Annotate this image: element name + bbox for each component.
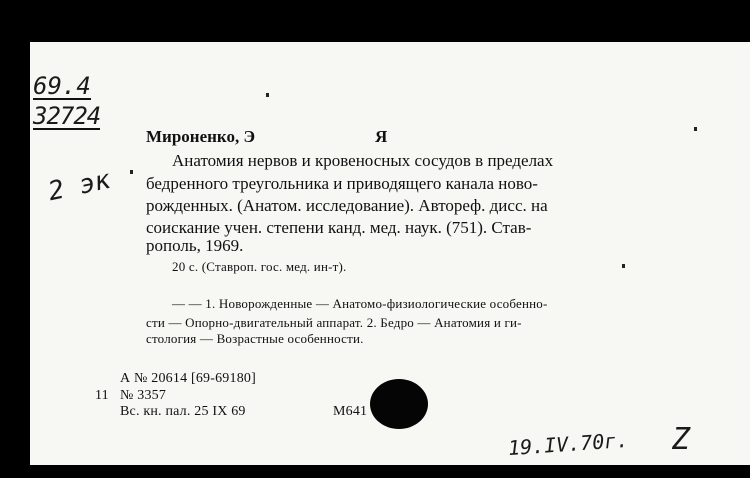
handwritten-date: 19.IV.70г. xyxy=(507,427,630,461)
body-line: бедренного треугольника и приводящего канала ново- xyxy=(146,174,538,193)
speck xyxy=(622,264,625,268)
record-index: 11 xyxy=(95,388,109,403)
subjects-line: сти — Опорно-двигательный аппарат. 2. Бедро — Анатомия и ги- xyxy=(146,315,522,330)
pages-line: 20 с. (Ставроп. гос. мед. ин-т). xyxy=(172,259,347,274)
speck xyxy=(266,93,269,97)
body-line: рополь, 1969. xyxy=(146,236,244,255)
record-accession: А № 20614 [69-69180] xyxy=(120,371,256,386)
handwritten-initial: Z xyxy=(672,422,691,457)
body-line: соискание учен. степени канд. мед. наук. (751). Став- xyxy=(146,218,532,237)
copies-note: 2 эк xyxy=(45,164,114,208)
record-chamber: Вс. кн. пал. 25 IX 69 xyxy=(120,404,246,419)
speck xyxy=(694,127,697,131)
body-line: Анатомия нервов и кровеносных сосудов в пределах xyxy=(172,151,554,170)
author-name: Мироненко, Э xyxy=(146,127,256,146)
subjects-line: — — 1. Новорожденные — Анатомо-физиологические особенно- xyxy=(172,296,548,311)
record-code: М641 xyxy=(333,404,368,419)
call-number-bottom: 32724 xyxy=(33,102,101,130)
author-initial: Я xyxy=(375,127,388,146)
subjects-line: стология — Возрастные особенности. xyxy=(146,331,364,346)
black-stamp xyxy=(370,379,428,429)
speck xyxy=(130,170,133,174)
record-number: № 3357 xyxy=(120,388,167,403)
body-line: рожденных. (Анатом. исследование). Автореф. дисс. на xyxy=(146,196,548,215)
call-number-top: 69.4 xyxy=(33,72,91,100)
